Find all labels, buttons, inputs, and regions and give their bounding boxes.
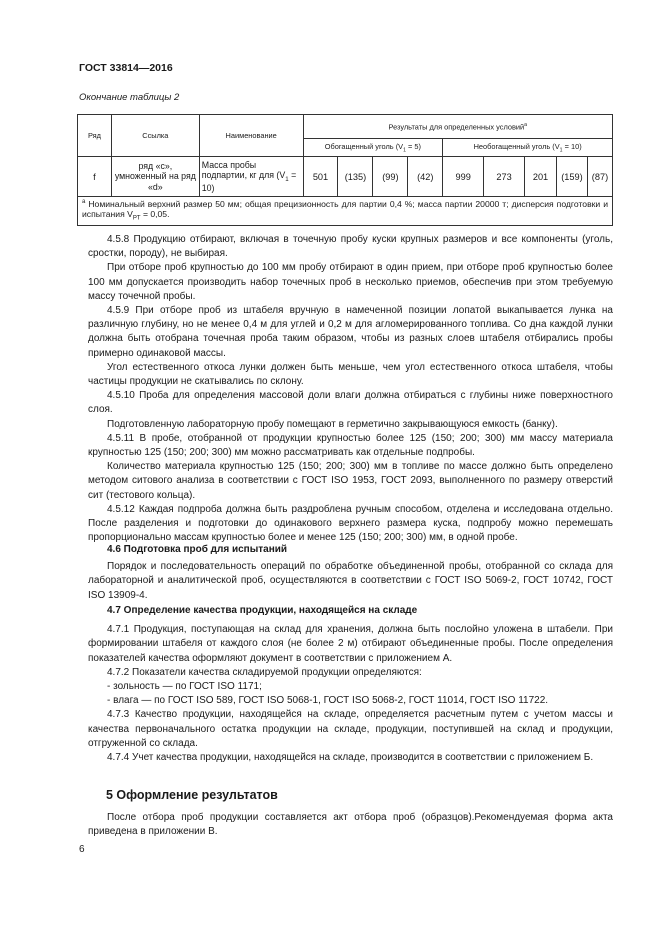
row-ref: ряд «с», умноженный на ряд «d» xyxy=(111,157,199,197)
paragraph: Количество материала крупностью 125 (150; 200; 300) мм в топливе по массе должно быть определено методом ситового анализа в соответствии с ГОСТ ISO 1953, ГОСТ 2093, выполненного по размеру отверстий сит (тестового кольца). xyxy=(88,461,613,501)
paragraph: 4.5.12 Каждая подпроба должна быть раздроблена ручным способом, отделена и исследована отдельно. После разделения и подготовки до одинакового верхнего размера куска, подпробу можно перемешать пропорционально массам крупностью более и менее 125 (150; 200; 300) мм, в одной пробе. xyxy=(88,503,613,544)
body-text-block-3 xyxy=(88,604,613,765)
row-id: f xyxy=(78,157,112,197)
paragraph: 4.5.10 Проба для определения массовой доли влаги должна отбираться с глубины ниже поверхностного слоя. xyxy=(88,390,613,416)
value-cell: 501 xyxy=(303,157,338,197)
paragraph: 4.5.8 Продукцию отбирают, включая в точечную пробу куски крупных размеров и все компоненты (уголь, сростки, породу), не выбирая. xyxy=(88,234,613,260)
value-cell: 201 xyxy=(525,157,557,197)
paragraph: После отбора проб продукции составляется акт отбора проб (образцов).Рекомендуемая форма акта приведена в приложении В. xyxy=(88,812,613,838)
document-code: ГОСТ 33814—2016 xyxy=(79,62,173,74)
paragraph: 4.7.2 Показатели качества складируемой продукции определяются: xyxy=(107,666,422,678)
paragraph: Угол естественного откоса лунки должен быть меньше, чем угол естественного откоса штабеля, чтобы частицы продукции не скатывались по склону. xyxy=(88,361,613,388)
paragraph: - зольность — по ГОСТ ISO 1171; xyxy=(107,681,262,693)
paragraph: 4.5.9 При отборе проб из штабеля вручную в намеченной позиции лопатой выкапывается лунка на различную глубину, но не менее 0,4 м для углей и 0,2 м для агломерированного топлива. Со дна каждой лунки должна быть отобрана точечная проба таким образом, чтобы из разных слоев штабеля отбирались пробы примерно одинаковой массы. xyxy=(88,305,613,359)
paragraph: Порядок и последовательность операций по обработке объединенной пробы, отобранной со склада для лабораторной и аналитической проб, осуществляются в соответствии с ГОСТ ISO 5069-2, ГОСТ 10742, ГОСТ ISO 13909-4. xyxy=(88,561,613,601)
section-heading-4-6: 4.6 Подготовка проб для испытаний xyxy=(107,544,288,555)
header-name-col: Наименование xyxy=(199,115,303,157)
table-caption: Окончание таблицы 2 xyxy=(79,92,180,103)
subheader-raw: Необогащенный уголь $(V_1 = 10)$ xyxy=(443,139,613,157)
paragraph: 4.7.1 Продукция, поступающая на склад для хранения, должна быть послойно уложена в штабели. При формировании штабеля от каждого слоя (не более 2 м) отбирают объединенные пробы. После определения показателей качества оформляют документ в соответствии с приложением А. xyxy=(88,624,613,664)
row-name: Масса пробы подпартии, кг для $(V_1 = 10)$ xyxy=(199,157,303,197)
body-text-block-4 xyxy=(88,811,613,839)
page-number: 6 xyxy=(79,844,85,855)
value-cell: (99) xyxy=(373,157,408,197)
header-results: Результаты для определенных условий$^а$ xyxy=(303,115,612,139)
header-ref-col: Ссылка xyxy=(111,115,199,157)
section-heading-4-7: 4.7 Определение качества продукции, находящейся на складе xyxy=(107,605,418,616)
value-cell: 999 xyxy=(443,157,484,197)
value-cell: (135) xyxy=(338,157,373,197)
subheader-enriched: Обогащенный уголь $(V_1 = 5)$ xyxy=(303,139,443,157)
section-heading-5: 5 Оформление результатов xyxy=(106,788,278,802)
body-text-block-1 xyxy=(88,233,613,545)
table-footnote: $^а$ Номинальный верхний размер 50 мм; общая прецизионность для партии 0,4 %; масса партии 20000 т; дисперсия подготовки и испытания $V_{PT} = 0,05$. xyxy=(78,197,613,226)
paragraph: - влага — по ГОСТ ISO 589, ГОСТ ISO 5068-1, ГОСТ ISO 5068-2, ГОСТ 11014, ГОСТ ISO 11722. xyxy=(107,695,549,707)
value-cell: (42) xyxy=(408,157,443,197)
body-text-block-2 xyxy=(88,543,613,603)
paragraph: 4.7.3 Качество продукции, находящейся на складе, определяется расчетным путем с учетом массы и качества первоначального остатка продукции на складе, продукции, поступившей на склад и продукции, отгруженной со склада. xyxy=(88,709,613,749)
value-cell: 273 xyxy=(484,157,525,197)
results-table xyxy=(77,114,613,226)
paragraph: Подготовленную лабораторную пробу помещают в герметично закрывающуюся емкость (банку). xyxy=(107,418,558,430)
paragraph: При отборе проб крупностью до 100 мм пробу отбирают в один прием, при отборе проб крупностью более 100 мм допускается производить набор точечных проб в несколько приемов, обеспечив при этом требуемую массу точечной пробы. xyxy=(88,262,613,302)
paragraph: 4.7.4 Учет качества продукции, находящейся на складе, производится в соответствии с приложением Б. xyxy=(107,752,594,764)
value-cell: (87) xyxy=(587,157,612,197)
paragraph: 4.5.11 В пробе, отобранной от продукции крупностью более 125 (150; 200; 300) мм массу материала крупностью 125 (150; 200; 300) мм можно рассматривать как отдельные подпробы. xyxy=(88,432,613,459)
header-row-col: Ряд xyxy=(78,115,112,157)
value-cell: (159) xyxy=(556,157,587,197)
